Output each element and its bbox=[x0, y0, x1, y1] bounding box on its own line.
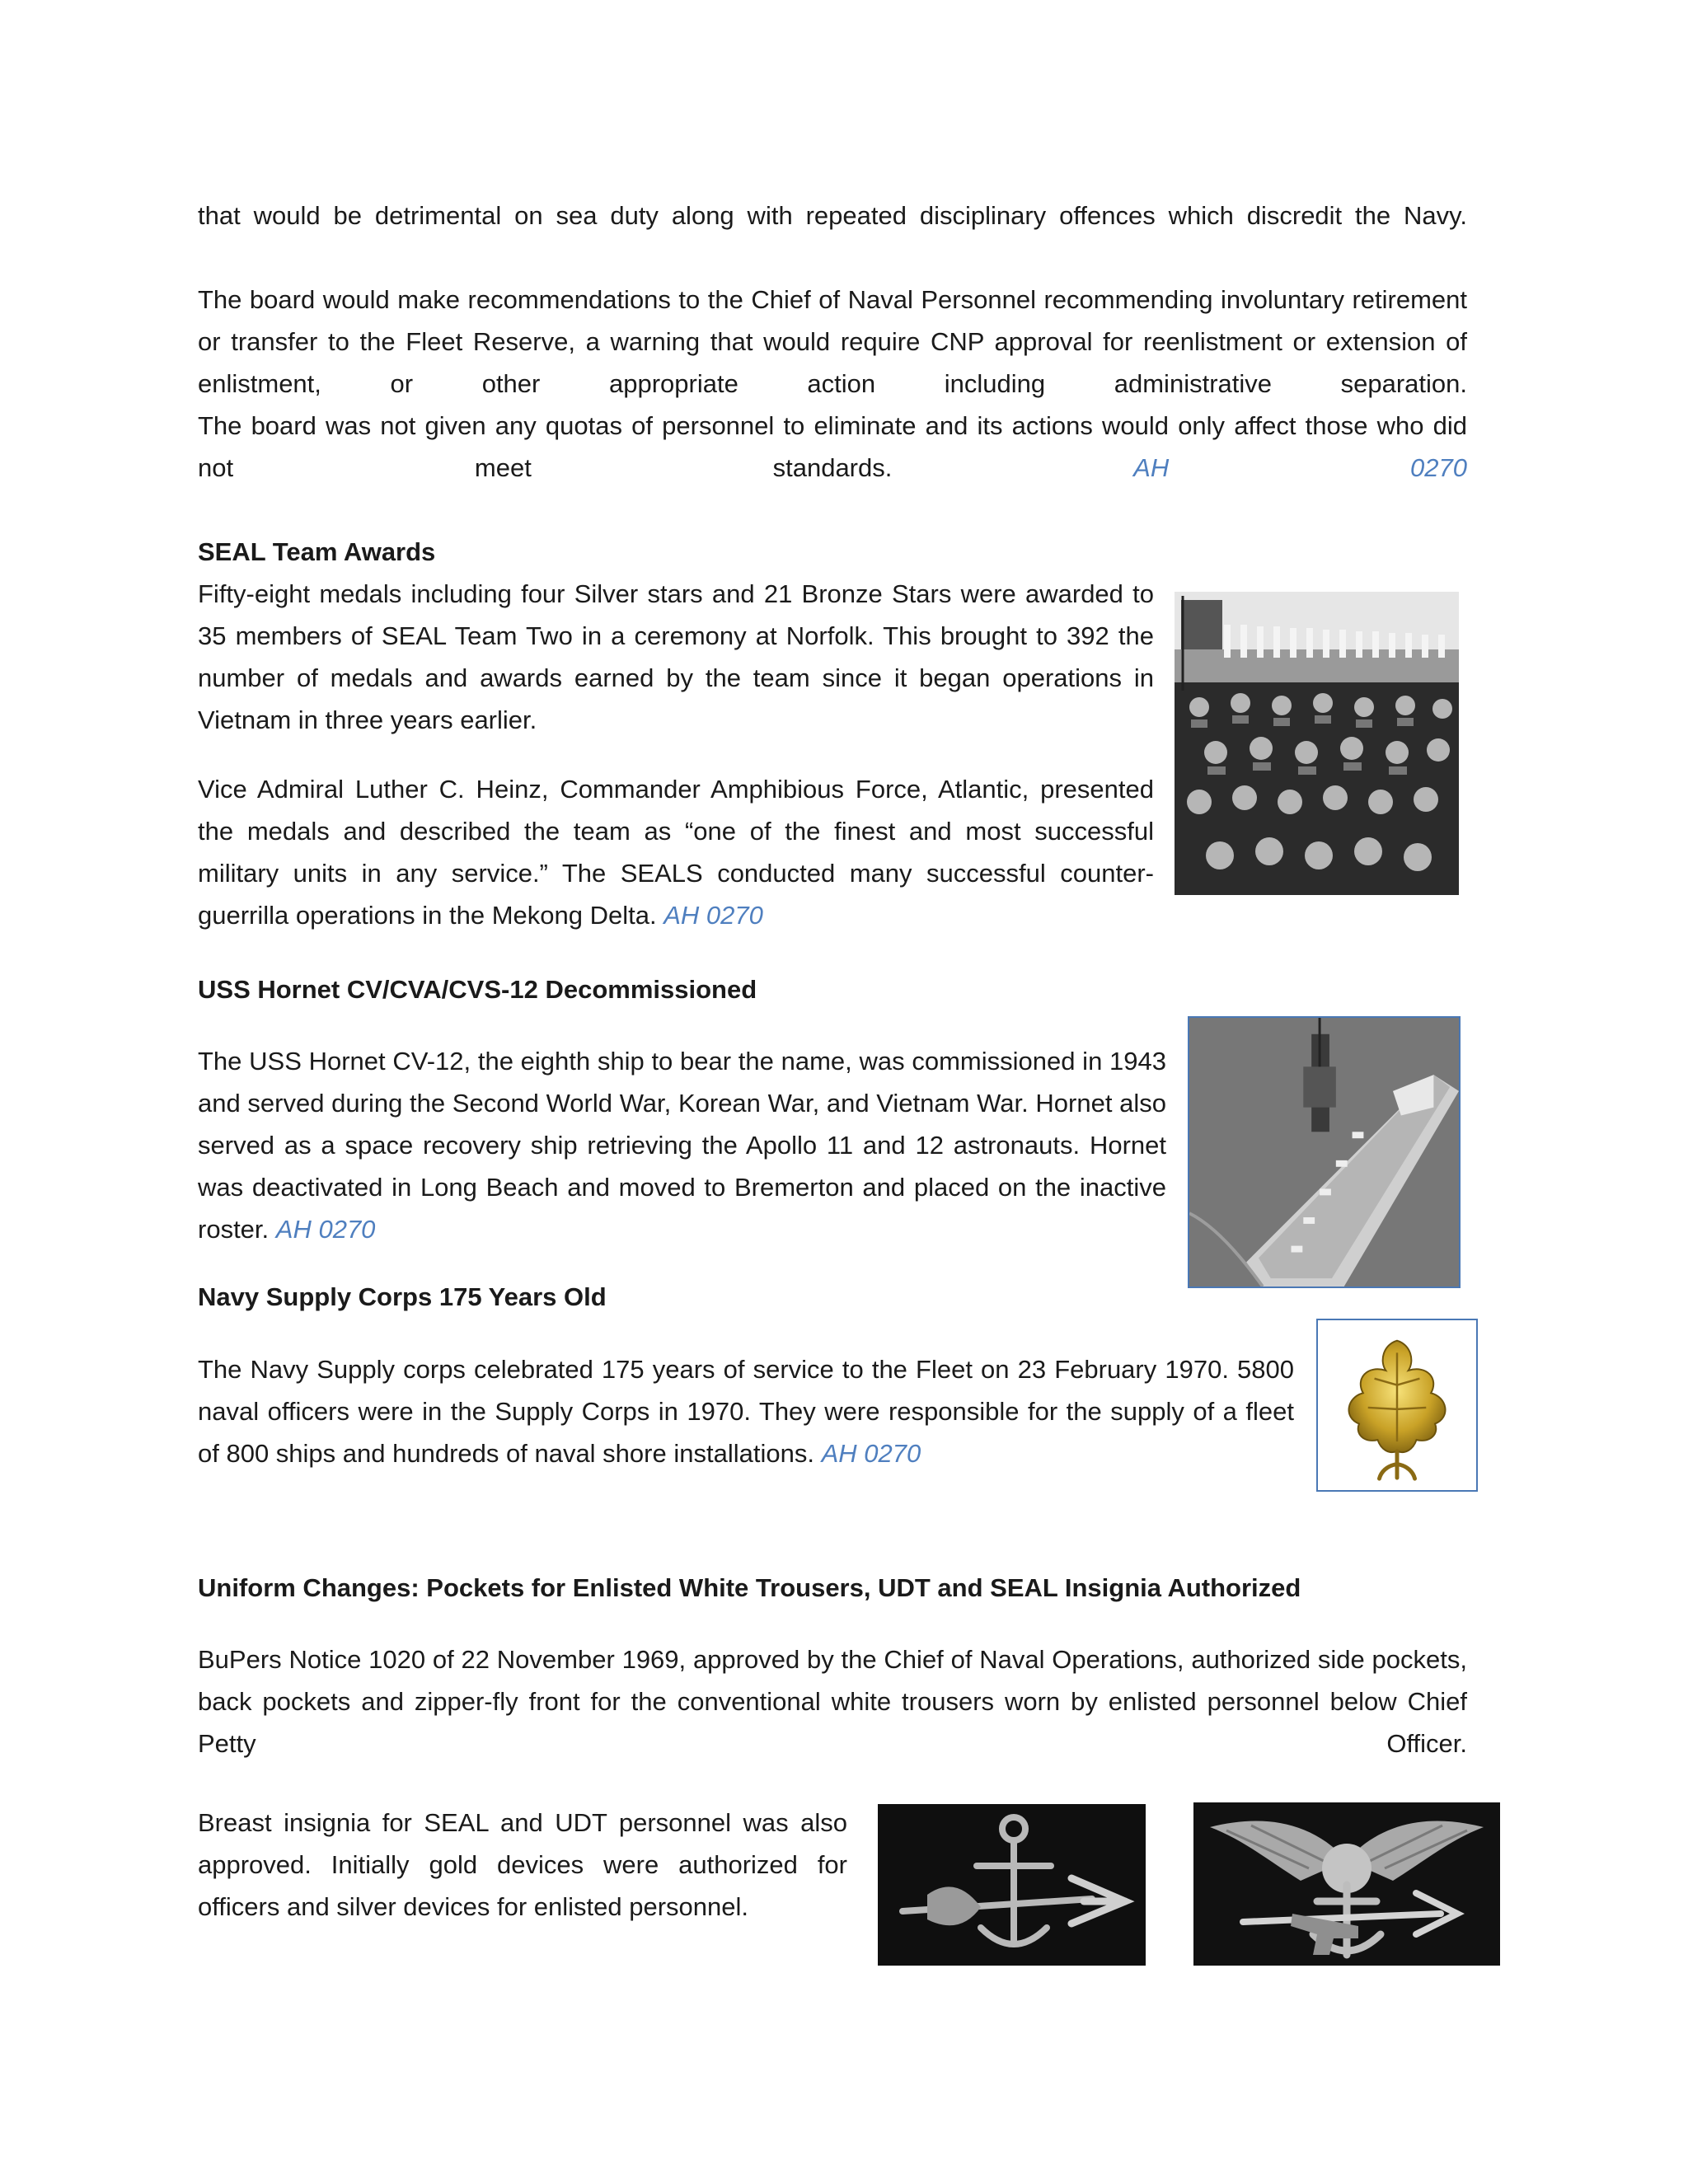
intro-paragraph-2: The board would make recommendations to the Chief of Naval Personnel recommending involuntary retirement or transfer to the Fleet Reserve, a warning that would require CNP approval for reenlistment or extension of enlistment, or other appropriate action including administrative separation. bbox=[198, 285, 1467, 398]
supply-heading: Navy Supply Corps 175 Years Old bbox=[198, 1282, 607, 1311]
supply-paragraph bbox=[198, 1348, 1294, 1474]
supply-corps-oak-leaf-insignia bbox=[1316, 1319, 1478, 1492]
hornet-paragraph bbox=[198, 1040, 1166, 1250]
hornet-source-ref: AH 0270 bbox=[275, 1215, 376, 1244]
hornet-heading: USS Hornet CV/CVA/CVS-12 Decommissioned bbox=[198, 975, 757, 1004]
seal-awards-paragraph-2-text: Vice Admiral Luther C. Heinz, Commander Amphibious Force, Atlantic, presented the medals and described the team as “one of the finest and most successful military units in any service.” The SEALS conducted many successful counter-guerrilla operations in the Mekong Delta. bbox=[198, 775, 1154, 930]
uniform-paragraph-1: BuPers Notice 1020 of 22 November 1969, approved by the Chief of Naval Operations, authorized side pockets, back pockets and zipper-fly front for the conventional white trousers worn by enlisted personnel below Chief Petty Officer. bbox=[198, 1645, 1467, 1758]
supply-paragraph-text: The Navy Supply corps celebrated 175 years of service to the Fleet on 23 February 1970. 5800 naval officers were in the Supply Corps in 1970. They were responsible for the supply of a fleet of 800 ships and hundreds of naval shore installations. bbox=[198, 1355, 1294, 1468]
supply-source-ref: AH 0270 bbox=[821, 1439, 921, 1468]
intro-paragraph-3 bbox=[198, 405, 1467, 489]
intro-paragraph-3-text: The board was not given any quotas of personnel to eliminate and its actions would only affect those who did not meet standards. bbox=[198, 411, 1467, 482]
udt-insignia-photo bbox=[878, 1804, 1146, 1966]
seal-awards-paragraph-2 bbox=[198, 768, 1154, 936]
uss-hornet-photo bbox=[1188, 1016, 1461, 1288]
seal-awards-heading: SEAL Team Awards bbox=[198, 537, 436, 566]
uniform-heading: Uniform Changes: Pockets for Enlisted White Trousers, UDT and SEAL Insignia Authorized bbox=[198, 1573, 1301, 1602]
uniform-paragraph-2: Breast insignia for SEAL and UDT personnel was also approved. Initially gold devices were authorized for officers and silver devices for enlisted personnel. bbox=[198, 1808, 847, 1921]
hornet-paragraph-text: The USS Hornet CV-12, the eighth ship to bear the name, was commissioned in 1943 and served during the Second World War, Korean War, and Vietnam War. Hornet also served as a space recovery ship retrieving the Apollo 11 and 12 astronauts. Hornet was deactivated in Long Beach and moved to Bremerton and placed on the inactive roster. bbox=[198, 1047, 1166, 1244]
seal-awards-source-ref: AH 0270 bbox=[663, 901, 763, 930]
seal-trident-insignia-photo bbox=[1193, 1802, 1500, 1966]
intro-source-ref: AH 0270 bbox=[1133, 453, 1467, 482]
seal-medals-ceremony-photo bbox=[1175, 592, 1459, 895]
intro-paragraph-1: that would be detrimental on sea duty along with repeated disciplinary offences which discredit the Navy. bbox=[198, 201, 1467, 230]
seal-awards-paragraph-1: Fifty-eight medals including four Silver stars and 21 Bronze Stars were awarded to 35 members of SEAL Team Two in a ceremony at Norfolk. This brought to 392 the number of medals and awards earned by the team since it began operations in Vietnam in three years earlier. bbox=[198, 579, 1154, 734]
